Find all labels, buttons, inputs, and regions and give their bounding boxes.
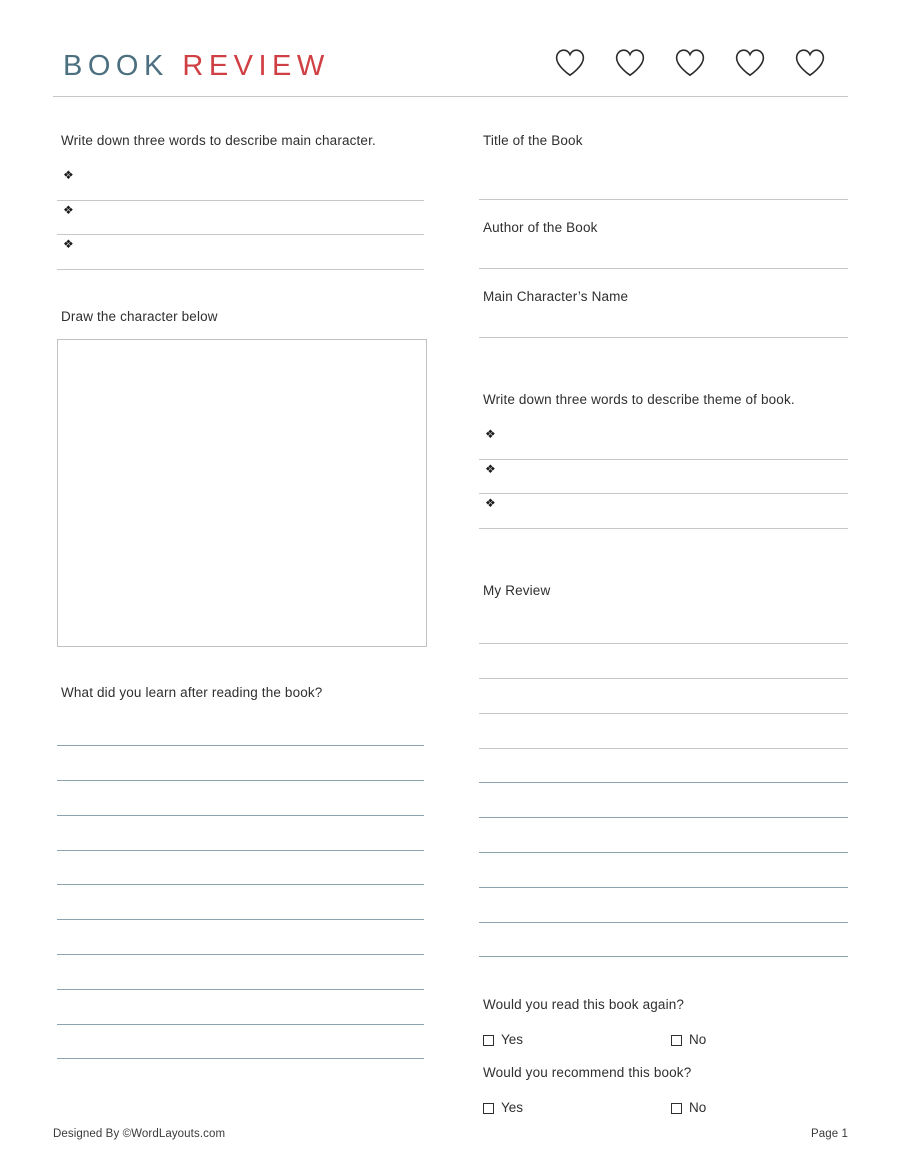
writing-line[interactable] — [57, 885, 424, 920]
field-rule — [479, 337, 848, 338]
theme-word-row-1[interactable] — [479, 425, 848, 460]
heart-icon[interactable] — [614, 48, 646, 83]
writing-line[interactable] — [57, 781, 424, 816]
draw-character-canvas[interactable] — [57, 339, 427, 647]
writing-line[interactable] — [57, 990, 424, 1025]
writing-line[interactable] — [57, 816, 424, 851]
main-character-word-row-1[interactable] — [57, 166, 424, 201]
recommend-options — [479, 1098, 848, 1120]
read-again-yes-option[interactable] — [483, 1030, 523, 1050]
page-title — [63, 44, 330, 88]
theme-word-row-3[interactable] — [479, 494, 848, 529]
writing-line[interactable] — [479, 644, 848, 679]
recommend-question: Would you recommend this book? — [483, 1065, 692, 1081]
heart-icon[interactable] — [794, 48, 826, 83]
diamond-bullet-icon: ❖ — [63, 237, 74, 251]
what-did-you-learn-prompt: What did you learn after reading the book? — [61, 684, 323, 700]
field-title-of-the-book[interactable] — [479, 132, 848, 200]
writing-line[interactable] — [57, 746, 424, 781]
option-label: Yes — [501, 1100, 524, 1116]
left-column — [57, 132, 424, 1059]
heart-icon[interactable] — [674, 48, 706, 83]
read-again-options — [479, 1030, 848, 1052]
header-divider — [53, 96, 848, 97]
writing-rule — [479, 528, 848, 529]
checkbox-icon[interactable] — [483, 1103, 494, 1114]
writing-line[interactable] — [479, 610, 848, 645]
writing-line[interactable] — [57, 712, 424, 747]
field-label: Main Character’s Name — [483, 289, 629, 304]
checkbox-icon[interactable] — [671, 1103, 682, 1114]
option-label: No — [689, 1100, 707, 1116]
heart-icon[interactable] — [554, 48, 586, 83]
page-footer — [53, 1128, 848, 1148]
diamond-bullet-icon: ❖ — [485, 496, 496, 510]
theme-word-row-2[interactable] — [479, 460, 848, 495]
option-label: No — [689, 1032, 707, 1048]
read-again-no-option[interactable] — [671, 1030, 706, 1050]
writing-line[interactable] — [479, 888, 848, 923]
writing-line[interactable] — [57, 920, 424, 955]
footer-credit: Designed By ©WordLayouts.com — [53, 1128, 226, 1140]
diamond-bullet-icon: ❖ — [485, 427, 496, 441]
main-character-words-prompt: Write down three words to describe main character. — [61, 133, 376, 148]
checkbox-icon[interactable] — [483, 1035, 494, 1046]
rating-hearts[interactable] — [554, 48, 826, 83]
writing-line[interactable] — [479, 853, 848, 888]
field-author-of-the-book[interactable] — [479, 200, 848, 269]
page-header — [53, 44, 848, 96]
read-again-question: Would you read this book again? — [483, 997, 685, 1013]
checkbox-icon[interactable] — [671, 1035, 682, 1046]
option-label: Yes — [501, 1032, 524, 1048]
diamond-bullet-icon: ❖ — [63, 202, 74, 217]
main-character-word-row-2[interactable] — [57, 201, 424, 236]
diamond-bullet-icon: ❖ — [485, 461, 496, 476]
writing-line[interactable] — [57, 1025, 424, 1060]
field-label: Title of the Book — [483, 133, 583, 148]
writing-line[interactable] — [57, 851, 424, 886]
recommend-no-option[interactable] — [671, 1098, 706, 1118]
field-label: Author of the Book — [483, 220, 598, 235]
diamond-bullet-icon: ❖ — [63, 168, 74, 182]
writing-line[interactable] — [479, 923, 848, 958]
heart-icon[interactable] — [734, 48, 766, 83]
field-main-characters-name[interactable] — [479, 269, 848, 338]
recommend-yes-option[interactable] — [483, 1098, 523, 1118]
my-review-lines[interactable] — [479, 610, 848, 958]
footer-page-number: Page 1 — [810, 1128, 848, 1140]
theme-words-prompt: Write down three words to describe theme of book. — [483, 392, 795, 407]
writing-line[interactable] — [57, 955, 424, 990]
my-review-label: My Review — [483, 582, 551, 598]
writing-line[interactable] — [479, 749, 848, 784]
right-column — [479, 132, 848, 1120]
title-word-book: BOOK — [63, 50, 169, 82]
main-character-word-row-3[interactable] — [57, 235, 424, 270]
title-word-review: REVIEW — [182, 50, 330, 82]
writing-rule — [57, 269, 424, 270]
writing-line[interactable] — [479, 783, 848, 818]
writing-line[interactable] — [479, 818, 848, 853]
draw-character-label: Draw the character below — [61, 308, 218, 324]
what-did-you-learn-lines[interactable] — [57, 712, 424, 1060]
writing-line[interactable] — [479, 714, 848, 749]
writing-line[interactable] — [479, 679, 848, 714]
